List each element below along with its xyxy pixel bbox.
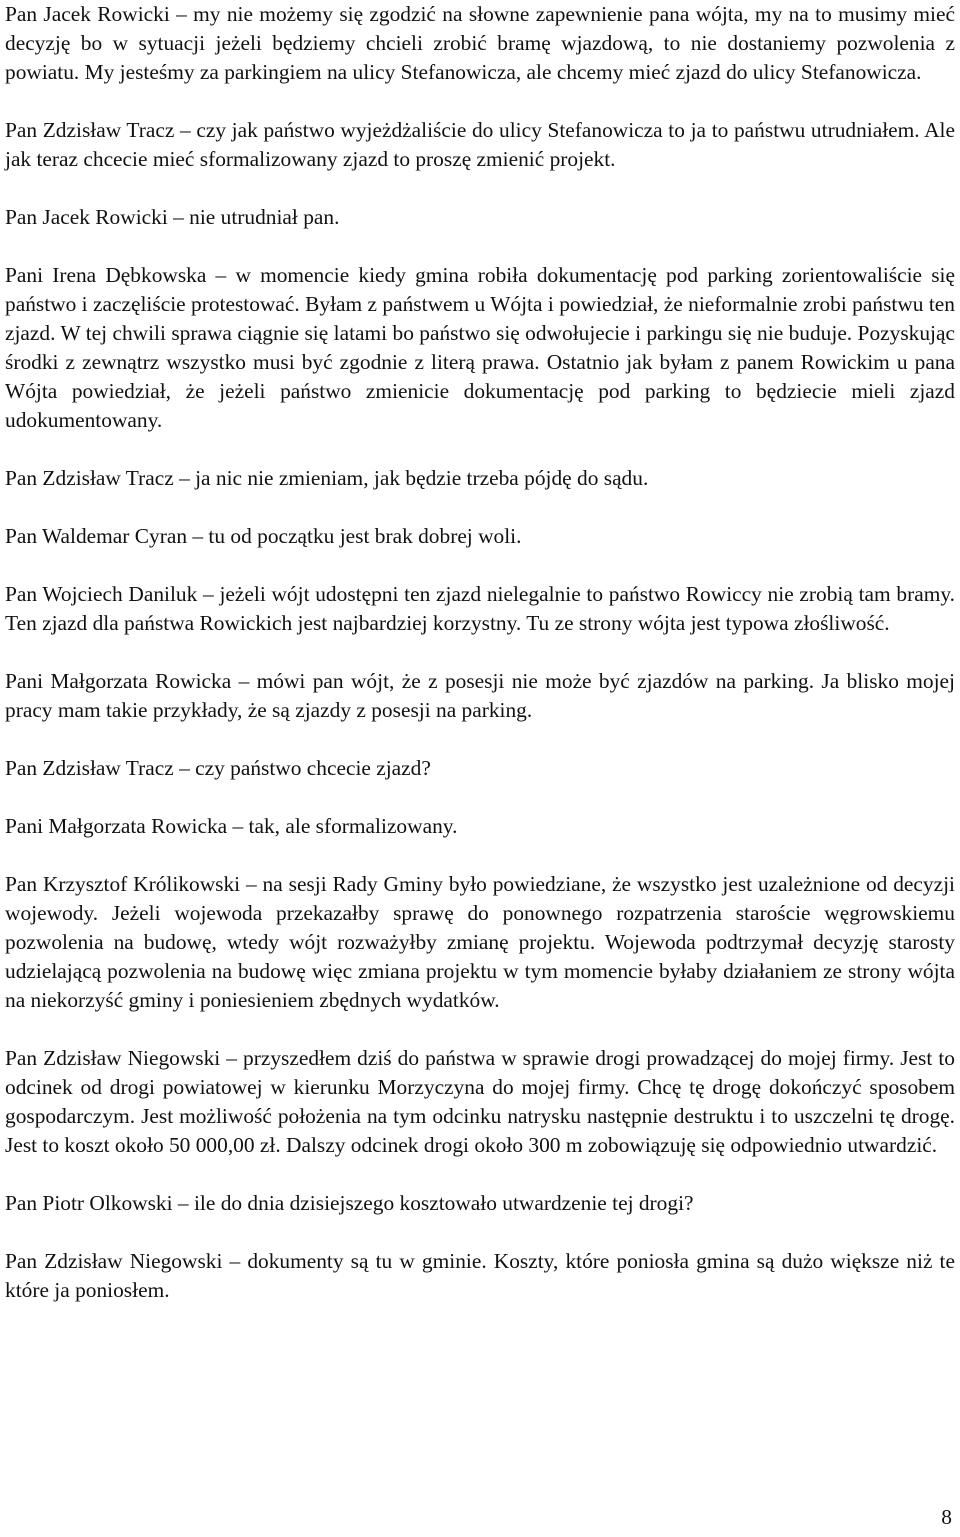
paragraph-7: Pan Wojciech Daniluk – jeżeli wójt udostępni ten zjazd nielegalnie to państwo Rowiccy nie zrobią tam bramy. Ten zjazd dla państwa Rowickich jest najbardziej korzystny. Tu ze strony wójta jest typowa złośliwość. <box>5 582 955 635</box>
paragraph-13: Pan Piotr Olkowski – ile do dnia dzisiejszego kosztowało utwardzenie tej drogi? <box>5 1191 694 1215</box>
paragraph-5: Pan Zdzisław Tracz – ja nic nie zmieniam, jak będzie trzeba pójdę do sądu. <box>5 466 649 490</box>
paragraph-11: Pan Krzysztof Królikowski – na sesji Rady Gminy było powiedziane, że wszystko jest uzależnione od decyzji wojewody. Jeżeli wojewoda przekazałby sprawę do ponownego rozpatrzenia staroście węgrowskiemu pozwolenia na budowę, wtedy wójt rozważyłby zmianę projektu. Wojewoda podtrzymał decyzję starosty udzielającą pozwolenia na budowę więc zmiana projektu w tym momencie byłaby działaniem ze strony wójta na niekorzyść gminy i poniesieniem zbędnych wydatków. <box>5 872 955 1012</box>
paragraph-1: Pan Jacek Rowicki – my nie możemy się zgodzić na słowne zapewnienie pana wójta, my na to musimy mieć decyzję bo w sytuacji jeżeli będziemy chcieli zrobić bramę wjazdową, to nie dostaniemy pozwolenia z powiatu. My jesteśmy za parkingiem na ulicy Stefanowicza, ale chcemy mieć zjazd do ulicy Stefanowicza. <box>5 2 955 84</box>
paragraph-9: Pan Zdzisław Tracz – czy państwo chcecie zjazd? <box>5 756 431 780</box>
paragraph-8: Pani Małgorzata Rowicka – mówi pan wójt, że z posesji nie może być zjazdów na parking. Ja blisko mojej pracy mam takie przykłady, że są zjazdy z posesji na parking. <box>5 669 955 722</box>
paragraph-14: Pan Zdzisław Niegowski – dokumenty są tu w gminie. Koszty, które poniosła gmina są dużo większe niż te które ja poniosłem. <box>5 1249 955 1302</box>
page-number: 8 <box>941 1505 952 1529</box>
paragraph-10: Pani Małgorzata Rowicka – tak, ale sformalizowany. <box>5 814 458 838</box>
paragraph-4: Pani Irena Dębkowska – w momencie kiedy gmina robiła dokumentację pod parking zorientowaliście się państwo i zaczęliście protestować. Byłam z państwem u Wójta i powiedział, że nieformalnie zrobi państwu ten zjazd. W tej chwili sprawa ciągnie się latami bo państwo się odwołujecie i parkingu się nie buduje. Pozyskując środki z zewnątrz wszystko musi być zgodnie z literą prawa. Ostatnio jak byłam z panem Rowickim u pana Wójta powiedział, że jeżeli państwo zmienicie dokumentację pod parking to będziecie mieli zjazd udokumentowany. <box>5 263 955 432</box>
paragraph-12: Pan Zdzisław Niegowski – przyszedłem dziś do państwa w sprawie drogi prowadzącej do mojej firmy. Jest to odcinek od drogi powiatowej w kierunku Morzyczyna do mojej firmy. Chcę tę drogę dokończyć sposobem gospodarczym. Jest możliwość położenia na tym odcinku natrysku następnie destruktu i to uszczelni tę drogę. Jest to koszt około 50 000,00 zł. Dalszy odcinek drogi około 300 m zobowiązuję się odpowiednio utwardzić. <box>5 1046 955 1157</box>
paragraph-2: Pan Zdzisław Tracz – czy jak państwo wyjeżdżaliście do ulicy Stefanowicza to ja to państwu utrudniałem. Ale jak teraz chcecie mieć sformalizowany zjazd to proszę zmienić projekt. <box>5 118 955 171</box>
paragraph-3: Pan Jacek Rowicki – nie utrudniał pan. <box>5 205 340 229</box>
paragraph-6: Pan Waldemar Cyran – tu od początku jest brak dobrej woli. <box>5 524 522 548</box>
document-page <box>5 0 955 1334</box>
